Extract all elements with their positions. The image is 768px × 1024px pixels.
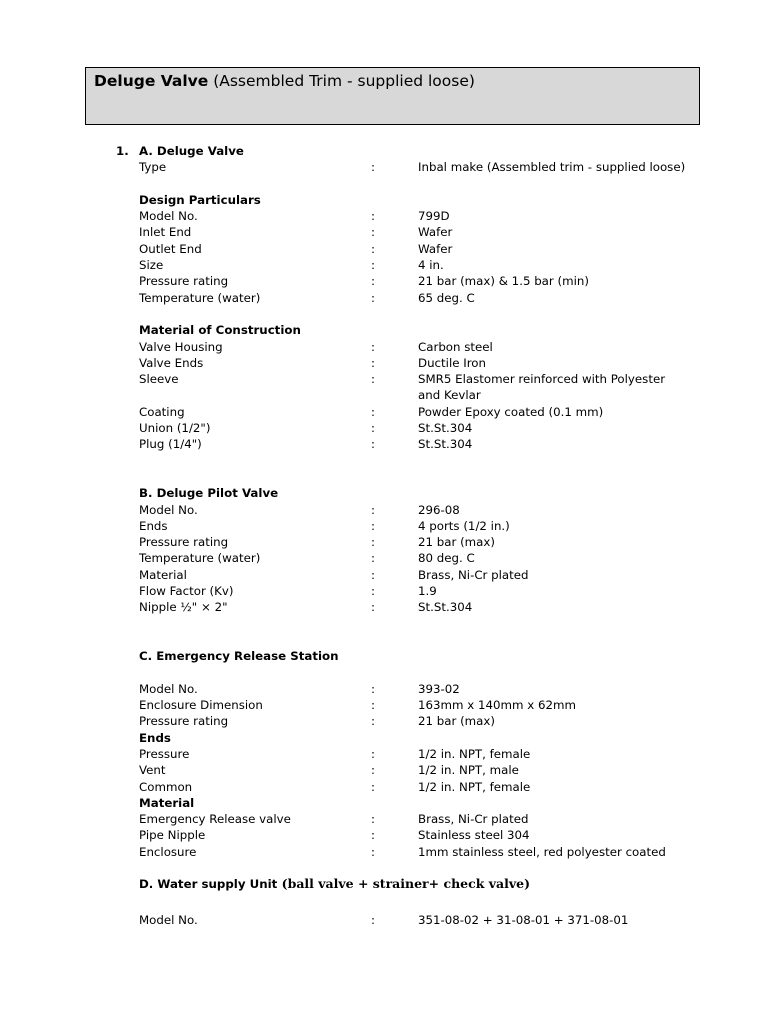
section-a-heading: [0, 143, 768, 159]
spec-label: Model No.: [139, 502, 198, 517]
spec-value: 1/2 in. NPT, male: [418, 763, 519, 778]
spec-colon: :: [371, 421, 375, 436]
spec-label: Sleeve: [139, 372, 179, 387]
spec-colon: :: [371, 584, 375, 599]
spec-label: Model No.: [139, 912, 198, 927]
spec-row: [0, 713, 768, 729]
spec-colon: :: [371, 209, 375, 224]
spacer: [0, 469, 768, 485]
spec-row: [0, 241, 768, 257]
ends-subheading: [0, 730, 768, 746]
spec-colon: :: [371, 535, 375, 550]
spec-value: Ductile Iron: [418, 355, 486, 370]
spec-value: Brass, Ni-Cr plated: [418, 567, 529, 582]
spec-row: [0, 567, 768, 583]
spec-value: 163mm x 140mm x 62mm: [418, 698, 576, 713]
spec-label: Nipple ½" × 2": [139, 600, 228, 615]
spec-row: [0, 420, 768, 436]
spec-label: Material: [139, 567, 187, 582]
spec-label: Pressure rating: [139, 535, 229, 550]
spacer: [0, 616, 768, 632]
spacer: [0, 665, 768, 681]
spec-row: [0, 762, 768, 778]
spec-value: 1/2 in. NPT, female: [418, 746, 531, 761]
spec-row: [0, 550, 768, 566]
spacer: [0, 176, 768, 192]
spec-row: [0, 779, 768, 795]
spec-colon: :: [371, 274, 375, 289]
section-d-prefix: D. Water supply Unit: [139, 877, 278, 892]
spec-label: Vent: [139, 763, 166, 778]
title-box: [85, 67, 700, 125]
spec-colon: :: [371, 779, 375, 794]
design-particulars-heading: [0, 192, 768, 208]
spec-label: Common: [139, 779, 193, 794]
spec-value: 21 bar (max) & 1.5 bar (min): [418, 274, 589, 289]
spec-value: 21 bar (max): [418, 714, 495, 729]
spec-value: St.St.304: [418, 421, 473, 436]
spec-row: [0, 257, 768, 273]
spacer: [0, 895, 768, 911]
design-particulars-heading-text: Design Particulars: [139, 192, 261, 207]
spec-colon: :: [371, 258, 375, 273]
spec-colon: :: [371, 844, 375, 859]
spec-colon: :: [371, 290, 375, 305]
spec-value: St.St.304: [418, 437, 473, 452]
spec-value: 393-02: [418, 681, 460, 696]
spec-row: [0, 583, 768, 599]
spacer: [0, 632, 768, 648]
spec-value: 351-08-02 + 31-08-01 + 371-08-01: [418, 912, 629, 927]
spec-label: Temperature (water): [139, 551, 261, 566]
spec-label: Pressure: [139, 746, 190, 761]
spec-label: Union (1/2"): [139, 421, 211, 436]
title-rest: (Assembled Trim - supplied loose): [208, 72, 475, 90]
spec-row: [0, 811, 768, 827]
material-heading: [0, 322, 768, 338]
spec-colon: :: [371, 551, 375, 566]
spec-row: [0, 339, 768, 355]
spec-colon: :: [371, 339, 375, 354]
spec-row: [0, 912, 768, 928]
spec-row: [0, 371, 768, 387]
spec-row: [0, 697, 768, 713]
section-d-rest: (ball valve + strainer+ check valve): [277, 876, 530, 892]
spec-row: [0, 404, 768, 420]
spec-label: Valve Ends: [139, 355, 204, 370]
spec-colon: :: [371, 567, 375, 582]
ends-subheading-text: Ends: [139, 730, 171, 745]
section-d-heading: [0, 876, 768, 895]
spec-row: [0, 681, 768, 697]
spec-row: [0, 355, 768, 371]
spacer: [0, 860, 768, 876]
spec-row: [0, 827, 768, 843]
material-subheading: [0, 795, 768, 811]
spec-value: 799D: [418, 209, 450, 224]
spec-value: 1mm stainless steel, red polyester coated: [418, 844, 666, 859]
spec-label: Pipe Nipple: [139, 828, 206, 843]
spec-label: Type: [139, 160, 167, 175]
spec-colon: :: [371, 763, 375, 778]
spec-label: Pressure rating: [139, 274, 229, 289]
spec-row: [0, 746, 768, 762]
spec-colon: :: [371, 225, 375, 240]
spec-row: [0, 290, 768, 306]
spec-label: Size: [139, 258, 164, 273]
spec-row: [0, 159, 768, 175]
spec-label: Outlet End: [139, 241, 202, 256]
spec-value: Wafer: [418, 241, 453, 256]
spec-colon: :: [371, 812, 375, 827]
spec-value: Carbon steel: [418, 339, 493, 354]
spec-value: Inbal make (Assembled trim - supplied loose): [418, 160, 686, 175]
spec-colon: :: [371, 600, 375, 615]
material-subheading-text: Material: [139, 795, 195, 810]
spec-label: Pressure rating: [139, 714, 229, 729]
spec-label: Enclosure Dimension: [139, 698, 263, 713]
material-heading-text: Material of Construction: [139, 323, 301, 338]
spec-colon: :: [371, 746, 375, 761]
spec-value: Brass, Ni-Cr plated: [418, 812, 529, 827]
spacer: [0, 306, 768, 322]
spec-label: Model No.: [139, 209, 198, 224]
spec-value: 4 ports (1/2 in.): [418, 518, 510, 533]
spec-colon: :: [371, 404, 375, 419]
spec-row: [0, 534, 768, 550]
spec-value: 296-08: [418, 502, 460, 517]
spec-colon: :: [371, 681, 375, 696]
spec-colon: :: [371, 518, 375, 533]
spec-row-continuation: [0, 387, 768, 403]
spec-label: Flow Factor (Kv): [139, 584, 234, 599]
section-number: 1.: [116, 144, 129, 158]
section-b-heading: [0, 485, 768, 501]
spec-value: St.St.304: [418, 600, 473, 615]
spec-colon: :: [371, 372, 375, 387]
spec-value: 65 deg. C: [418, 290, 475, 305]
spec-colon: :: [371, 160, 375, 175]
spec-label: Ends: [139, 518, 168, 533]
section-a-heading-text: A. Deluge Valve: [139, 144, 244, 158]
spec-value: 4 in.: [418, 258, 444, 273]
spec-label: Model No.: [139, 681, 198, 696]
spacer: [0, 453, 768, 469]
spec-row: [0, 844, 768, 860]
spec-value: Wafer: [418, 225, 453, 240]
spec-content: [0, 143, 768, 928]
spec-colon: :: [371, 502, 375, 517]
spec-row: [0, 273, 768, 289]
spec-label: Temperature (water): [139, 290, 261, 305]
spec-row: [0, 518, 768, 534]
spec-value: Stainless steel 304: [418, 828, 530, 843]
spec-label: Inlet End: [139, 225, 192, 240]
spec-value: Powder Epoxy coated (0.1 mm): [418, 404, 604, 419]
spec-value: 80 deg. C: [418, 551, 475, 566]
spec-row: [0, 436, 768, 452]
spec-row: [0, 599, 768, 615]
spec-label: Emergency Release valve: [139, 812, 291, 827]
spec-value: 1/2 in. NPT, female: [418, 779, 531, 794]
spec-colon: :: [371, 241, 375, 256]
document-title: [94, 72, 475, 90]
spec-value: SMR5 Elastomer reinforced with Polyester: [418, 372, 666, 387]
spec-label: Valve Housing: [139, 339, 223, 354]
spec-colon: :: [371, 437, 375, 452]
spec-label: Plug (1/4"): [139, 437, 202, 452]
spec-value: and Kevlar: [418, 388, 481, 403]
spec-colon: :: [371, 828, 375, 843]
spec-colon: :: [371, 698, 375, 713]
spec-label: Enclosure: [139, 844, 197, 859]
spec-row: [0, 224, 768, 240]
title-bold: Deluge Valve: [94, 72, 209, 90]
section-b-heading-text: B. Deluge Pilot Valve: [139, 486, 279, 501]
spec-row: [0, 208, 768, 224]
spec-value: 21 bar (max): [418, 535, 495, 550]
section-c-heading-text: C. Emergency Release Station: [139, 649, 339, 664]
section-c-heading: [0, 648, 768, 664]
spec-value: 1.9: [418, 584, 437, 599]
section-d-heading-text: [139, 876, 530, 892]
spec-label: Coating: [139, 404, 185, 419]
spec-colon: :: [371, 912, 375, 927]
spec-row: [0, 502, 768, 518]
spec-colon: :: [371, 714, 375, 729]
spec-colon: :: [371, 355, 375, 370]
